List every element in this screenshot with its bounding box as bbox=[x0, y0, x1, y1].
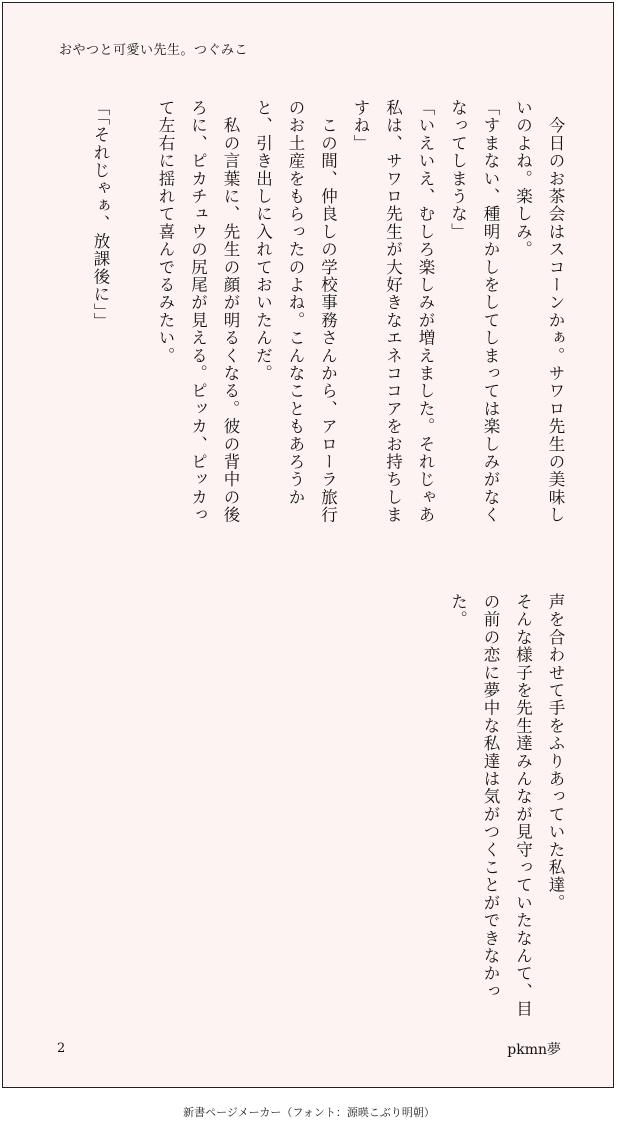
paragraph: そんな様子を先生達みんなが見守っていたなんて、目の前の恋に夢中な私達は気がつくことができなかった。 bbox=[448, 593, 533, 1018]
upper-text-block bbox=[84, 99, 572, 529]
lower-text-block bbox=[441, 593, 571, 1033]
generator-credit: 新書ページメーカー（フォント：源暎こぶり明朝） bbox=[183, 1106, 435, 1119]
book-page bbox=[2, 2, 614, 1088]
paragraph: 「いえいえ、むしろ楽しみが増えました。それじゃあ私は、サワロ先生が大好きなエネココアをお持ちしますね」 bbox=[351, 99, 435, 524]
blank-line bbox=[116, 99, 149, 529]
paragraph: 今日のお茶会はスコーンかぁ。サワロ先生の美味しいのよね。楽しみ。 bbox=[513, 99, 565, 524]
paragraph: 「すまない、種明かしをしてしまっては楽しみがなくなってしまうな」 bbox=[448, 99, 500, 524]
page-header-title: おやつと可愛い先生。つぐみこ bbox=[59, 43, 249, 58]
paragraph: 「「それじゃぁ、放課後に」」 bbox=[91, 99, 110, 331]
paragraph: 声を合わせて手をふりあっていた私達。 bbox=[546, 593, 565, 912]
paragraph: この間、仲良しの学校事務さんから、アローラ旅行のお土産をもらったのよね。こんなこともあろうかと、引き出しに入れておいたんだ。 bbox=[253, 99, 338, 524]
author-label: pkmn夢 bbox=[507, 1042, 561, 1058]
paragraph: 私の言葉に、先生の顔が明るくなる。彼の背中の後ろに、ピカチュウの尻尾が見える。ピッカ、ピッカって左右に揺れて喜んでるみたい。 bbox=[156, 99, 240, 524]
page-number: 2 bbox=[57, 1041, 66, 1056]
